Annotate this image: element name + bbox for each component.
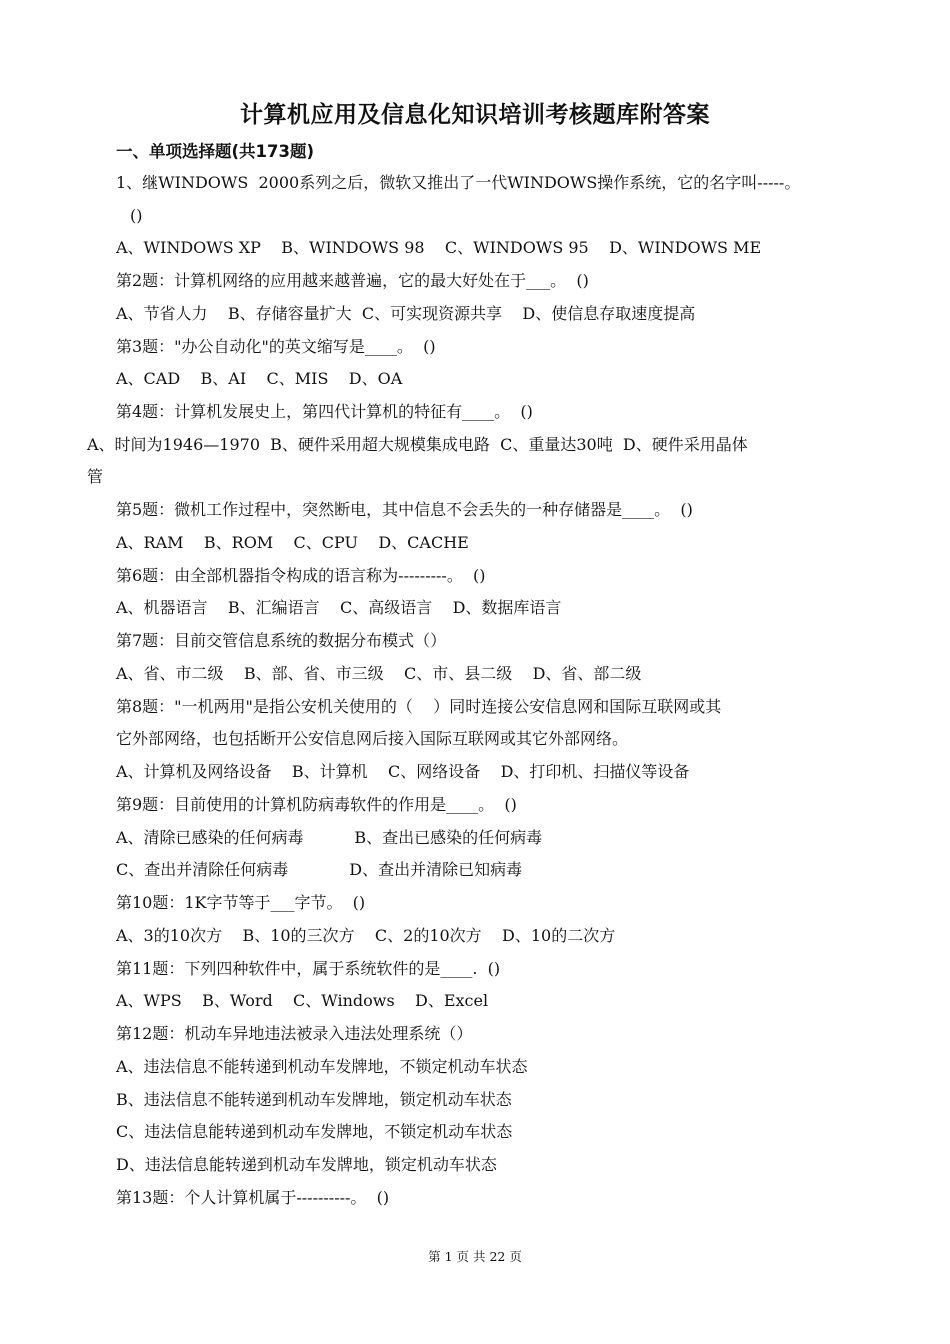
options-5: A、RAM B、ROM C、CPU D、CACHE xyxy=(116,533,469,552)
options-2: A、节省人力 B、存储容量扩大 C、可实现资源共享 D、使信息存取速度提高 xyxy=(116,304,696,323)
question-10: 第10题：1K字节等于___字节。 () xyxy=(116,893,366,912)
question-6: 第6题：由全部机器指令构成的语言称为---------。 () xyxy=(116,566,486,585)
options-10: A、3的10次方 B、10的三次方 C、2的10次方 D、10的二次方 xyxy=(116,926,616,945)
question-3: 第3题："办公自动化"的英文缩写是____。 () xyxy=(116,337,436,356)
options-11: A、WPS B、Word C、Windows D、Excel xyxy=(116,991,489,1010)
options-4: A、时间为1946—1970 B、硬件采用超大规模集成电路 C、重量达30吨 D、硬件采用晶体 xyxy=(87,435,748,454)
question-5: 第5题：微机工作过程中，突然断电，其中信息不会丢失的一种存储器是____。 () xyxy=(116,500,693,519)
options-4-continued: 管 xyxy=(87,467,104,486)
option-12-b: B、违法信息不能转递到机动车发牌地，锁定机动车状态 xyxy=(116,1090,512,1109)
options-9-cd: C、查出并清除任何病毒 D、查出并清除已知病毒 xyxy=(116,860,523,879)
question-7: 第7题：目前交管信息系统的数据分布模式（） xyxy=(116,631,447,650)
question-13: 第13题：个人计算机属于----------。 () xyxy=(116,1188,390,1207)
options-6: A、机器语言 B、汇编语言 C、高级语言 D、数据库语言 xyxy=(116,598,562,617)
options-7: A、省、市二级 B、部、省、市三级 C、市、县二级 D、省、部二级 xyxy=(116,664,642,683)
page-footer: 第 1 页 共 22 页 xyxy=(428,1249,522,1264)
options-3: A、CAD B、AI C、MIS D、OA xyxy=(116,369,403,388)
option-12-d: D、违法信息能转递到机动车发牌地，锁定机动车状态 xyxy=(116,1155,497,1174)
question-8: 第8题："一机两用"是指公安机关使用的（ ）同时连接公安信息网和国际互联网或其 xyxy=(116,697,722,716)
answer-bracket-1: () xyxy=(130,206,143,225)
document-title: 计算机应用及信息化知识培训考核题库附答案 xyxy=(240,102,710,128)
question-11: 第11题：下列四种软件中，属于系统软件的是____. () xyxy=(116,959,501,978)
section-heading: 一、单项选择题(共173题) xyxy=(116,142,315,161)
question-12: 第12题：机动车异地违法被录入违法处理系统（） xyxy=(116,1024,473,1043)
options-8: A、计算机及网络设备 B、计算机 C、网络设备 D、打印机、扫描仪等设备 xyxy=(116,762,690,781)
option-12-a: A、违法信息不能转递到机动车发牌地，不锁定机动车状态 xyxy=(116,1057,528,1076)
options-1: A、WINDOWS XP B、WINDOWS 98 C、WINDOWS 95 D、WINDOWS ME xyxy=(116,238,762,257)
question-9: 第9题：目前使用的计算机防病毒软件的作用是____。 () xyxy=(116,795,517,814)
question-8-continued: 它外部网络，也包括断开公安信息网后接入国际互联网或其它外部网络。 xyxy=(116,729,629,748)
question-4: 第4题：计算机发展史上，第四代计算机的特征有____。 () xyxy=(116,402,533,421)
option-12-c: C、违法信息能转递到机动车发牌地，不锁定机动车状态 xyxy=(116,1122,513,1141)
question-1: 1、继WINDOWS 2000系列之后，微软又推出了一代WINDOWS操作系统，它的名字叫-----。 xyxy=(116,173,801,192)
question-2: 第2题：计算机网络的应用越来越普遍，它的最大好处在于___。 () xyxy=(116,271,589,290)
options-9-ab: A、清除已感染的任何病毒 B、查出已感染的任何病毒 xyxy=(116,828,543,847)
